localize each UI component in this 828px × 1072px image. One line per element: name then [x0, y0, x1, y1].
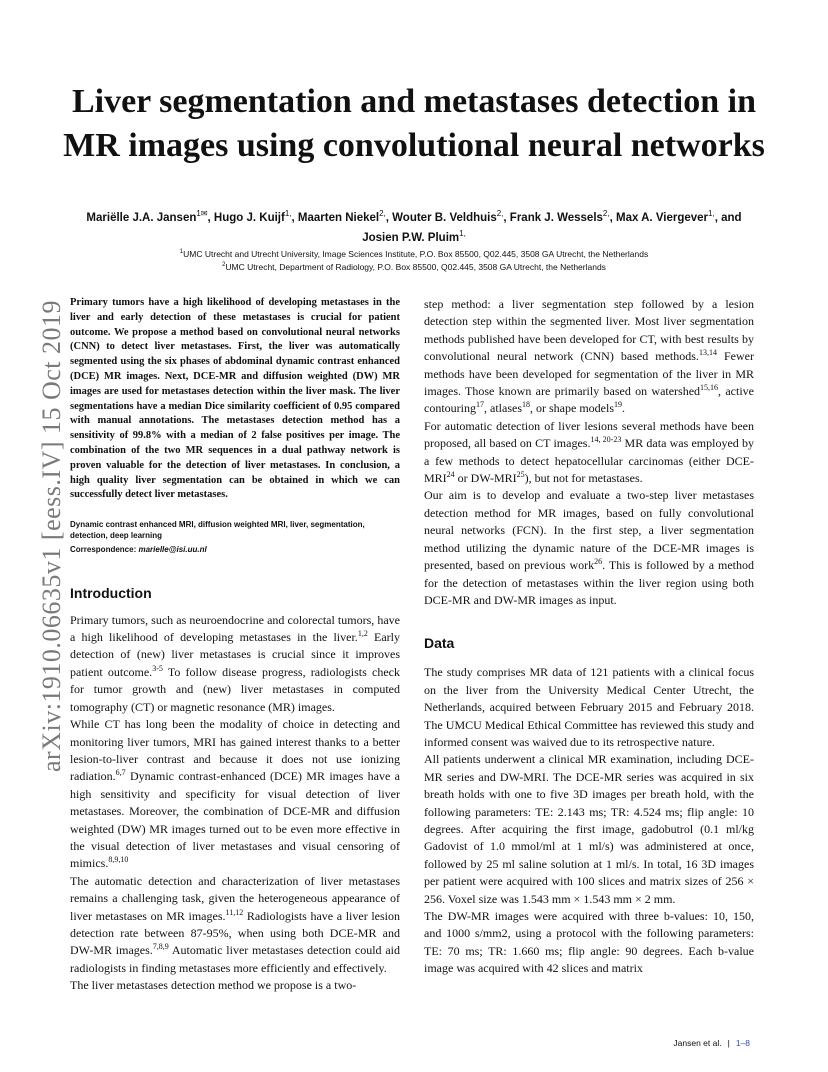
footer-author: Jansen et al. [673, 1038, 722, 1048]
author-affil-mark: 2, [379, 209, 386, 218]
author-and: and [721, 211, 742, 224]
citation-link[interactable]: 15,16 [700, 383, 719, 393]
author-name[interactable]: Maarten Niekel [297, 211, 380, 224]
citation-link[interactable]: 3-5 [152, 663, 163, 673]
abstract: Primary tumors have a high likelihood of developing metastases in the liver and early detection of these metastases is crucial for patient outcome. We propose a method based on convolutional neural networks (CNN) to detect liver metastases. First, the liver was automatically segmented using the six phases of abdominal dynamic contrast enhanced (DCE) MR images. Next, DCE-MR and diffusion weighted (DW) MR images are used for metastases detection within the liver mask. The liver segmentations have a median Dice similarity coefficient of 0.95 compared with manual annotations. The metastases detection method has a sensitivity of 99.8% with a median of 2 false positives per image. The combination of the two MR sequences in a dual pathway network is proven valuable for the detection of liver metastases. In conclusion, a high quality liver segmentation can be obtained in which we can successfully detect liver metastases. [70, 297, 400, 501]
page-footer [620, 1038, 750, 1048]
citation-link[interactable]: 25 [516, 470, 525, 480]
intro-paragraph: The liver metastases detection method we propose is a two- [70, 978, 357, 993]
citation-link[interactable]: 14, 20-23 [590, 435, 622, 445]
intro-paragraph: step method: a liver segmentation step followed by a lesion detection step within the segmented liver. Most liver segmentation methods published have been developed for CT, with best results by convolutional neural network (CNN) based methods.$^{13,14}$ Fewer methods have been developed for segmentation of the liver in MR images. Those known are primarily based on watershed$^{15,16}$, active contouring$^{17}$, atlases$^{18}$, or shape models$^{19}$. [424, 297, 754, 416]
footer-page-link[interactable]: 1–8 [735, 1038, 750, 1048]
citation-link[interactable]: 19 [613, 400, 622, 410]
author-name[interactable]: Hugo J. Kuijf [213, 211, 285, 224]
correspondence-email[interactable]: marielle@isi.uu.nl [138, 545, 207, 555]
footer-separator: | [727, 1038, 730, 1048]
correspondence-label: Correspondence: [70, 545, 137, 555]
author-name[interactable]: Josien P.W. Pluim [362, 231, 460, 244]
author-affil-mark: 1, [459, 228, 466, 238]
author-list: Mariëlle J.A. Jansen$^{1✉}$, Hugo J. Kuijf$^{1,}$, Maarten Niekel$^{2,}$, Wouter B. Veldhuis$^{2,}$, Frank J. Wessels$^{2,}$, Max A. Viergever$^{1,}$, and Josien P.W. Pluim$^{1,}$ [86, 209, 742, 244]
intro-paragraph: For automatic detection of liver lesions several methods have been proposed, all based on CT images.$^{14, 20-23}$ MR data was employed by a few methods to detect hepatocellular carcinomas (either DCE-MRI$^{24}$ or DW-MRI$^{25}$), but not for metastases. [424, 418, 754, 486]
affiliation-line: $^2$UMC Utrecht, Department of Radiology, P.O. Box 85500, Q02.445, 3508 GA Utrecht, the Netherlands [222, 261, 606, 272]
author-affil-mark: 1, [284, 209, 292, 218]
citation-link[interactable]: 18 [522, 400, 530, 410]
paper-title: Liver segmentation and metastases detection in MR images using convolutional neural networks [63, 83, 765, 164]
right-column [424, 296, 754, 978]
citation-link[interactable]: 24 [446, 470, 455, 480]
data-paragraph: The DW-MR images were acquired with three b-values: 10, 150, and 1000 s/mm2, using a protocol with the following parameters: TE: 70 ms; TR: 1.660 ms; flip angle: 90 degrees. Each b-value image was acquired with 42 slices and matrix [424, 909, 754, 976]
citation-link[interactable]: 1,2 [357, 629, 368, 639]
author-name[interactable]: Wouter B. Veldhuis [392, 211, 497, 224]
arxiv-identifier: arXiv:1910.06635v1 [eess.IV] 15 Oct 2019 [37, 299, 66, 772]
affiliation-line: $^1$UMC Utrecht and Utrecht University, Image Sciences Institute, P.O. Box 85500, Q02.445, 3508 GA Utrecht, the Netherlands [179, 248, 649, 259]
citation-link[interactable]: 26 [594, 557, 603, 567]
author-name[interactable]: Mariëlle J.A. Jansen [86, 211, 197, 224]
citation-link[interactable]: 8,9,10 [108, 855, 129, 865]
section-heading-data: Data [424, 635, 455, 652]
affiliations [72, 247, 756, 273]
citation-link[interactable]: 6,7 [115, 768, 126, 778]
citation-link[interactable]: 7,8,9 [152, 942, 169, 952]
citation-link[interactable]: 17 [476, 400, 484, 410]
keywords: Dynamic contrast enhanced MRI, diffusion weighted MRI, liver, segmentation, detection, deep learning [70, 520, 365, 540]
correspondence [70, 545, 400, 556]
intro-paragraph: While CT has long been the modality of choice in detecting and monitoring liver tumors, MRI has gained interest thanks to a better lesion-to-liver contrast and because it does not use ionizing radiation.$^{6,7}$ Dynamic contrast-enhanced (DCE) MR images have a high sensitivity and specificity for visual detection of liver metastases. Moreover, the combination of DCE-MR and diffusion weighted (DW) MR images turned out to be even more effective in the visual detection of liver metastases and visual censoring of mimics.$^{8,9,10}$ [70, 717, 400, 871]
citation-link[interactable]: 13,14 [698, 348, 717, 358]
author-affil-mark: 2, [496, 209, 504, 218]
left-column [70, 296, 400, 995]
intro-paragraph: Our aim is to develop and evaluate a two-step liver metastases detection method for MR images, based on fully convolutional neural networks (FCN). In the first step, a liver segmentation method utilizing the dynamic nature of the DCE-MR images is presented, based on previous work$^{26}$. This is followed by a method for the detection of metastases within the liver region using both DCE-MR and DW-MR images as input. [424, 488, 754, 607]
author-affil-mark: 1✉ [196, 209, 208, 218]
data-paragraph: The study comprises MR data of 121 patients with a clinical focus on the liver from the University Medical Center Utrecht, the Netherlands, acquired between February 2015 and February 2018. The UMCU Medical Ethical Committee has reviewed this study and informed consent was waived due to its retrospective nature. [424, 665, 754, 749]
data-paragraph: All patients underwent a clinical MR examination, including DCE-MR series and DW-MRI. The DCE-MR series was acquired in six breath holds with one to five 3D images per breath hold, with the following parameters: TE: 2.143 ms; TR: 4.524 ms; flip angle: 10 degrees. After acquiring the first image, gadobutrol (0.1 ml/kg Gadovist of 1.0 mmol/ml at 1 ml/s) was administered at once, followed by 25 ml saline solution at 1 ml/s. In total, 16 3D images per patient were acquired with 100 slices and matrix sizes of 256 × 256. Voxel size was 1.543 mm × 1.543 mm × 2 mm. [424, 752, 754, 906]
author-name[interactable]: Frank J. Wessels [509, 211, 603, 224]
intro-paragraph: The automatic detection and characterization of liver metastases remains a challenging task, given the heterogeneous appearance of liver metastases on MR images.$^{11,12}$ Radiologists have a liver lesion detection rate between 87-95%, when using both DCE-MR and DW-MR images.$^{7,8,9}$ Automatic liver metastases detection could aid radiologists in finding metastases more efficiently and effectively. [70, 873, 400, 975]
section-heading-introduction: Introduction [70, 584, 152, 601]
author-affil-mark: 2, [602, 209, 610, 218]
intro-paragraph: Primary tumors, such as neuroendocrine and colorectal tumors, have a high likelihood of developing metastases in the liver.$^{1,2}$ Early detection of (new) liver metastases is crucial since it improves patient outcome.$^{3-5}$ To follow disease progress, radiologists check for tumor growth and (new) liver metastases in computed tomography (CT) or magnetic resonance (MR) images. [70, 612, 400, 714]
author-affil-mark: 1, [708, 209, 715, 218]
author-name[interactable]: Max A. Viergever [615, 211, 709, 224]
citation-link[interactable]: 11,12 [225, 907, 244, 917]
